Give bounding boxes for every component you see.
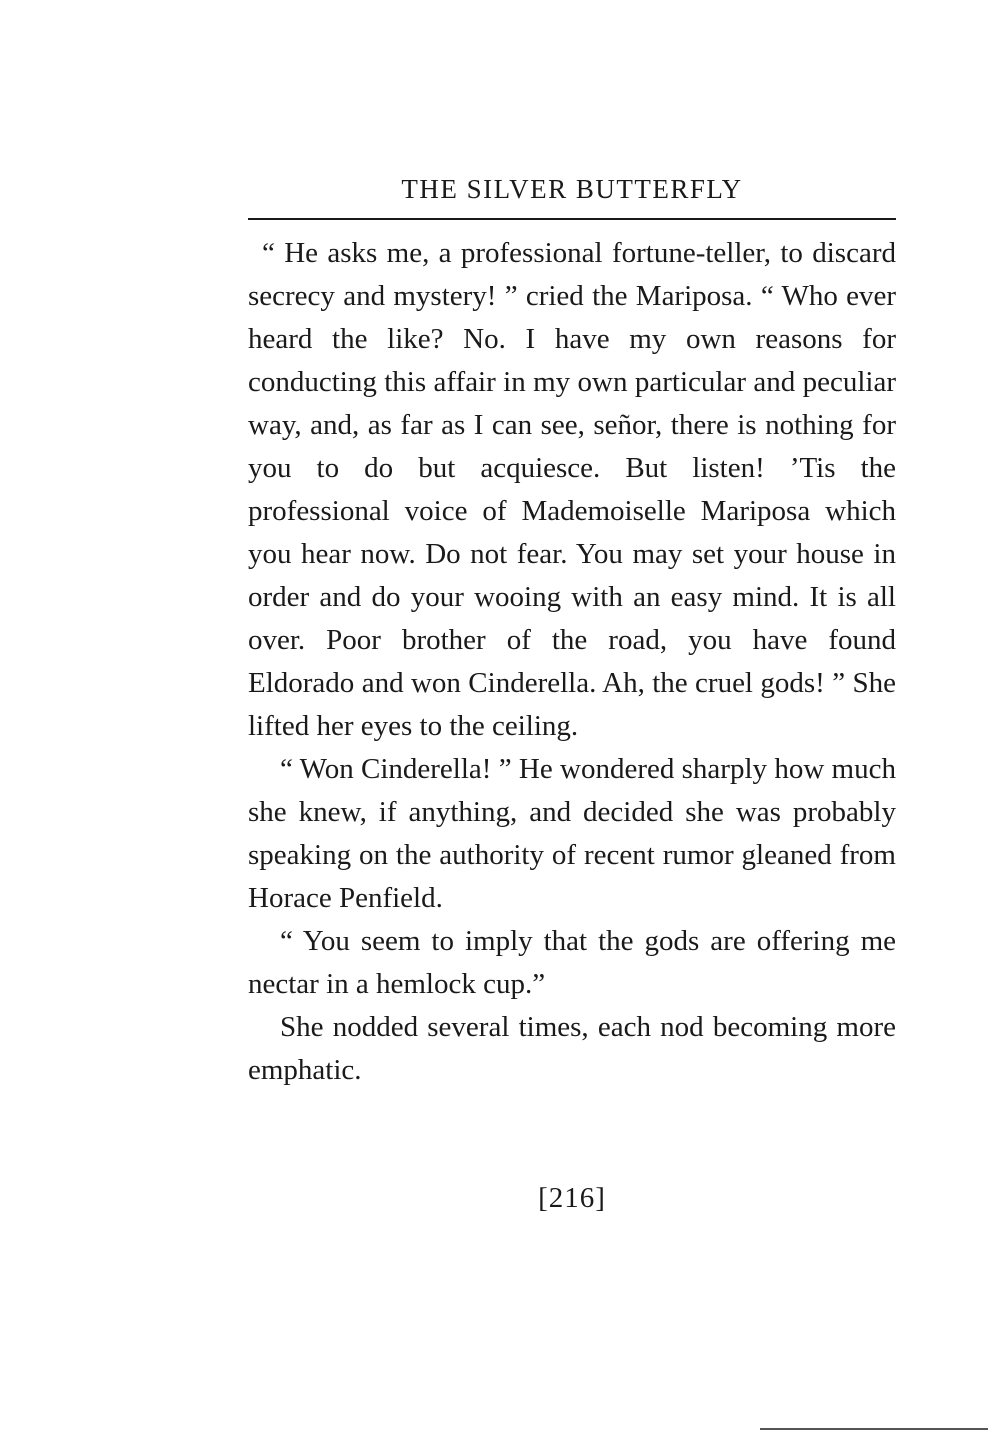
running-title: THE SILVER BUTTERFLY bbox=[401, 174, 743, 204]
paragraph: “ You seem to imply that the gods are offering me nectar in a hemlock cup.” bbox=[248, 925, 896, 1000]
scan-edge-rule bbox=[760, 1428, 988, 1430]
body-text bbox=[248, 232, 896, 1092]
paragraph: She nodded several times, each nod becoming more emphatic. bbox=[248, 1011, 896, 1086]
paragraph: “ He asks me, a professional fortune-teller, to discard secrecy and mystery! ” cried the Mariposa. “ Who ever heard the like? No. I have my own reasons for conducting this affair in my own particular and peculiar way, and, as far as I can see, señor, there is nothing for you to do but acquiesce. But listen! ’Tis the professional voice of Mademoiselle Mariposa which you hear now. Do not fear. You may set your house in order and do your wooing with an easy mind. It is all over. Poor brother of the road, you have found Eldorado and won Cinderella. Ah, the cruel gods! ” She lifted her eyes to the ceiling. bbox=[248, 237, 896, 742]
header-rule bbox=[248, 218, 896, 220]
page-number: [216] bbox=[538, 1182, 606, 1214]
paragraph: “ Won Cinderella! ” He wondered sharply how much she knew, if anything, and decided she was probably speaking on the authority of recent rumor gleaned from Horace Penfield. bbox=[248, 753, 896, 914]
